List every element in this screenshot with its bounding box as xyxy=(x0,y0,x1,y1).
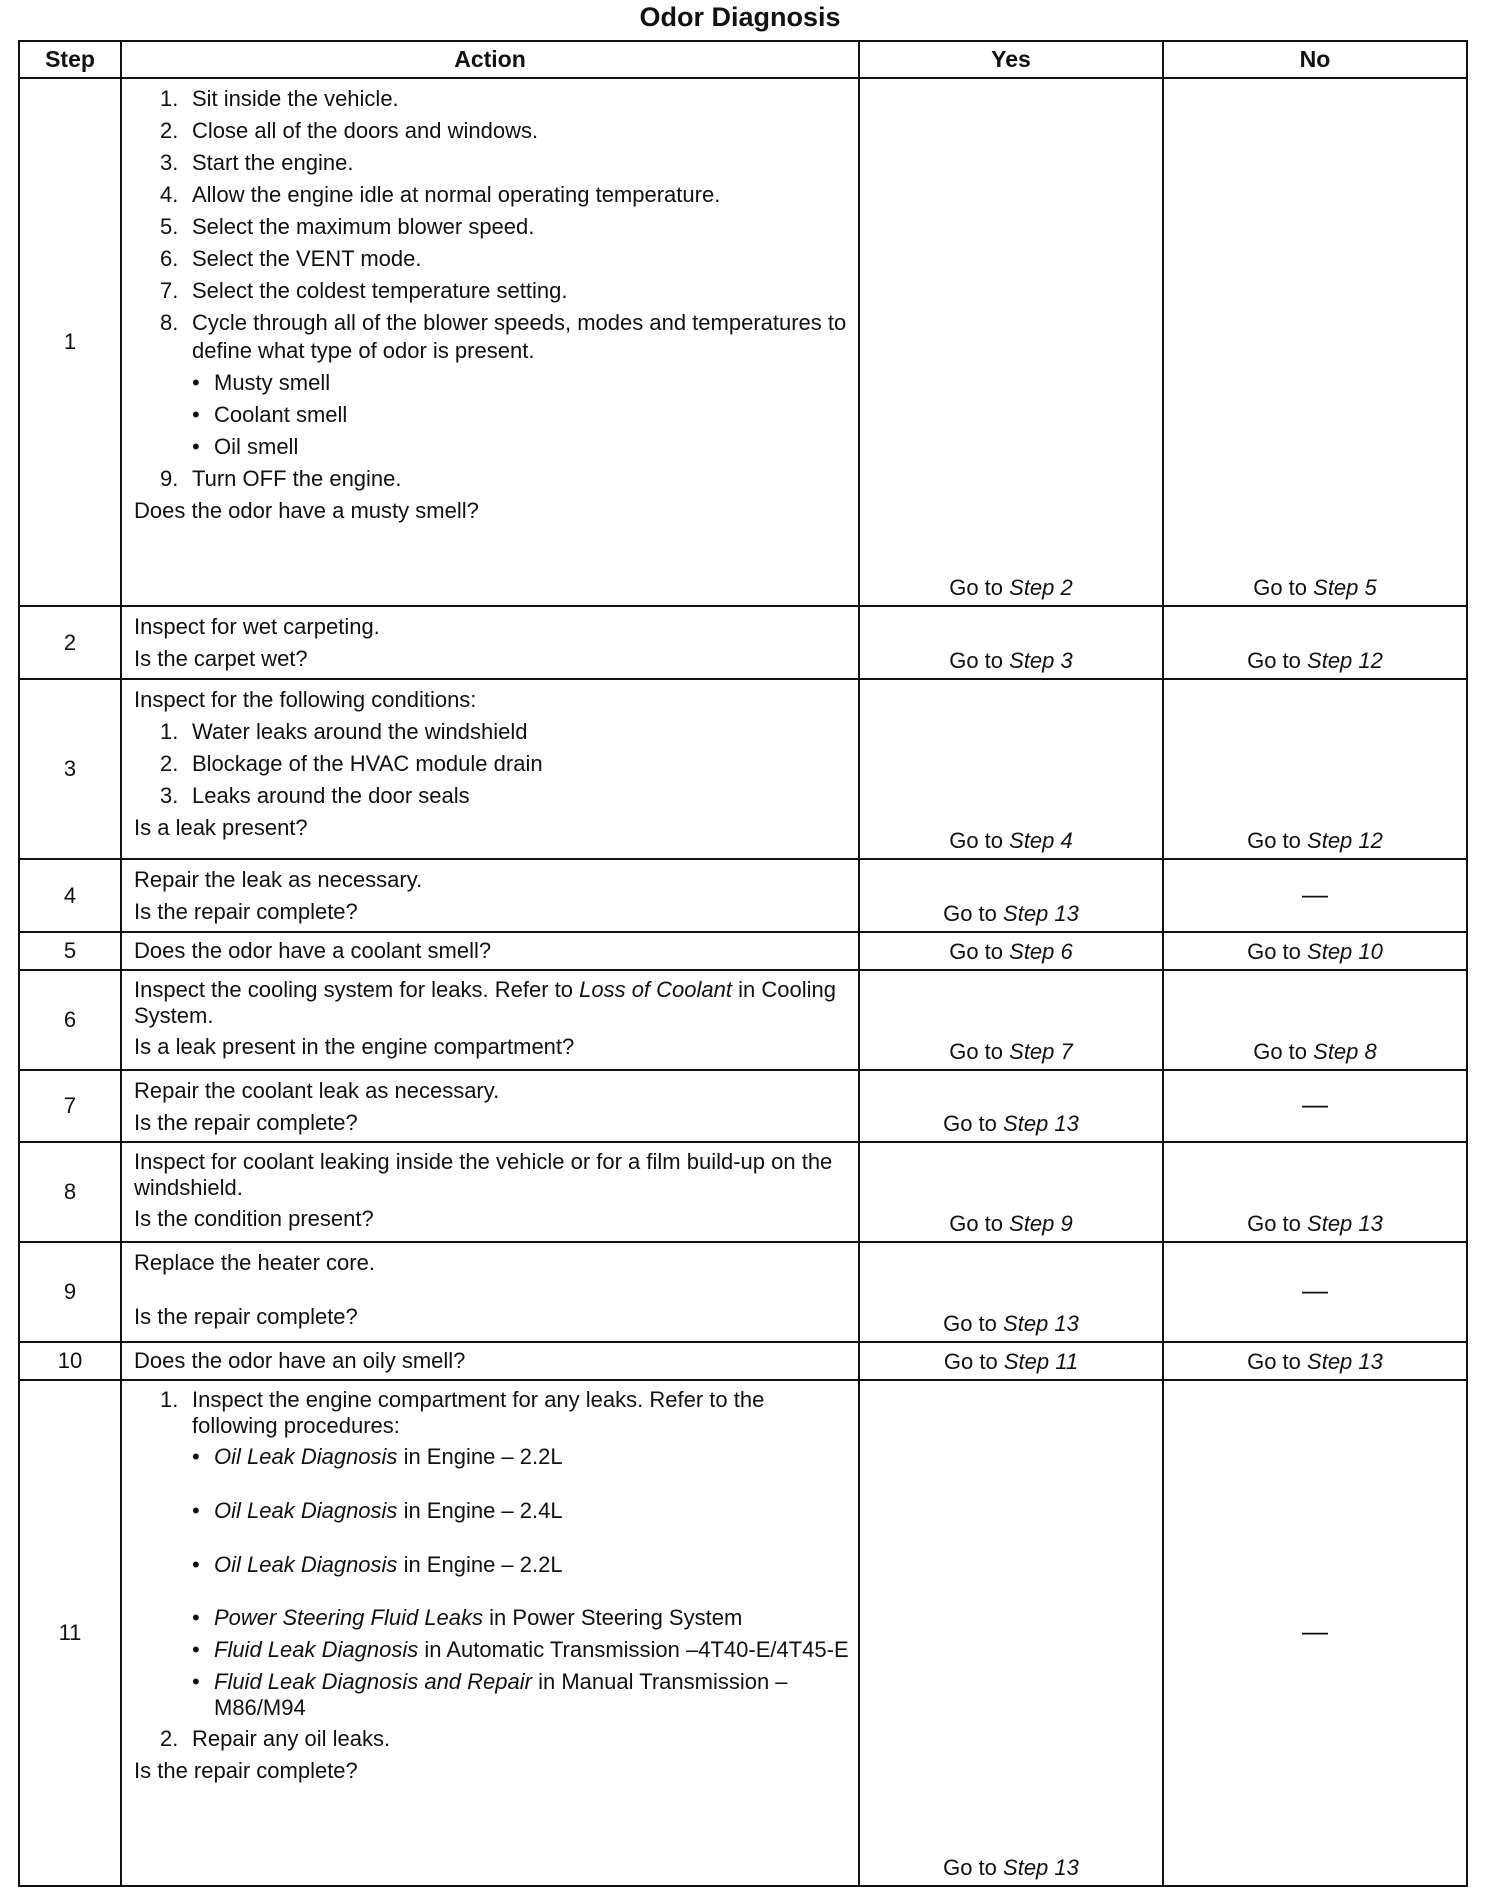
yes-cell: Go to Step 13 xyxy=(859,859,1163,932)
table-row xyxy=(19,859,1467,932)
list-item: 3. Start the engine. xyxy=(160,150,354,175)
table-row xyxy=(19,1342,1467,1380)
table-row xyxy=(19,1070,1467,1142)
list-item: 1. Sit inside the vehicle. xyxy=(160,86,399,111)
table-row xyxy=(19,1380,1467,1886)
yes-cell: Go to Step 13 xyxy=(859,1380,1163,1886)
no-cell: — xyxy=(1163,859,1467,932)
yes-cell: Go to Step 3 xyxy=(859,606,1163,679)
question-text: Is the repair complete? xyxy=(134,1110,358,1135)
question-text: Is the carpet wet? xyxy=(134,646,308,671)
yes-cell: Go to Step 9 xyxy=(859,1142,1163,1242)
yes-cell: Go to Step 2 xyxy=(859,78,1163,606)
question-text: Does the odor have a coolant smell? xyxy=(134,938,492,963)
no-cell: Go to Step 10 xyxy=(1163,932,1467,970)
action-cell: Inspect for the following conditions: 1. Water leaks around the windshield 2. Blockage of the HVAC module drain 3. Leaks around the door seals Is a leak present? xyxy=(121,679,859,859)
list-item: 7. Select the coldest temperature setting. xyxy=(160,278,568,303)
table-row xyxy=(19,1242,1467,1342)
question-text: Does the odor have a musty smell? xyxy=(134,498,479,523)
bullet-item: • Musty smell xyxy=(192,370,331,395)
yes-cell: Go to Step 13 xyxy=(859,1070,1163,1142)
step-number: 8 xyxy=(19,1142,121,1242)
yes-cell: Go to Step 6 xyxy=(859,932,1163,970)
reference-link: Loss of Coolant xyxy=(579,977,732,1002)
step-number: 1 xyxy=(19,78,121,606)
reference-link: Oil Leak Diagnosis xyxy=(214,1444,398,1469)
list-item: 1. Inspect the engine compartment for any leaks. Refer to the following procedures: xyxy=(160,1387,765,1438)
question-text: Is a leak present in the engine compartment? xyxy=(134,1034,575,1059)
step-number: 7 xyxy=(19,1070,121,1142)
step-number: 10 xyxy=(19,1342,121,1380)
no-cell: Go to Step 13 xyxy=(1163,1342,1467,1380)
bullet-item: • Fluid Leak Diagnosis in Automatic Transmission –4T40-E/4T45-E xyxy=(192,1637,849,1662)
table-row xyxy=(19,932,1467,970)
step-number: 9 xyxy=(19,1242,121,1342)
no-cell: Go to Step 12 xyxy=(1163,679,1467,859)
reference-link: Oil Leak Diagnosis xyxy=(214,1552,398,1577)
step-number: 6 xyxy=(19,970,121,1070)
list-item: 4. Allow the engine idle at normal operating temperature. xyxy=(160,182,721,207)
step-number: 3 xyxy=(19,679,121,859)
no-cell: Go to Step 5 xyxy=(1163,78,1467,606)
step-number: 11 xyxy=(19,1380,121,1886)
yes-cell: Go to Step 7 xyxy=(859,970,1163,1070)
action-cell xyxy=(121,1380,859,1886)
no-cell: — xyxy=(1163,1070,1467,1142)
no-cell: — xyxy=(1163,1380,1467,1886)
action-cell: Inspect the cooling system for leaks. Refer to Loss of Coolant in Cooling System. Is a leak present in the engine compartment? xyxy=(121,970,859,1070)
list-item: 2. Close all of the doors and windows. xyxy=(160,118,539,143)
action-cell: Repair the leak as necessary. Is the repair complete? xyxy=(121,859,859,932)
reference-link: Fluid Leak Diagnosis xyxy=(214,1637,419,1662)
no-cell: Go to Step 13 xyxy=(1163,1142,1467,1242)
page-title: Odor Diagnosis xyxy=(639,2,841,32)
action-cell: Inspect for coolant leaking inside the vehicle or for a film build-up on the windshield. Is the condition present? xyxy=(121,1142,859,1242)
yes-cell: Go to Step 11 xyxy=(859,1342,1163,1380)
reference-link: Oil Leak Diagnosis xyxy=(214,1498,398,1523)
action-cell: Inspect for wet carpeting. Is the carpet wet? xyxy=(121,606,859,679)
bullet-item: • Oil smell xyxy=(192,434,299,459)
bullet-item: • Oil Leak Diagnosis in Engine – 2.2L xyxy=(192,1444,563,1469)
action-cell: Repair the coolant leak as necessary. Is the repair complete? xyxy=(121,1070,859,1142)
list-item: 9. Turn OFF the engine. xyxy=(160,466,402,491)
step-number: 5 xyxy=(19,932,121,970)
reference-link: Fluid Leak Diagnosis and Repair xyxy=(214,1669,532,1694)
action-cell xyxy=(121,1342,859,1380)
list-item: 2. Blockage of the HVAC module drain xyxy=(160,751,543,776)
step-number: 2 xyxy=(19,606,121,679)
list-item: 5. Select the maximum blower speed. xyxy=(160,214,535,239)
bullet-item: • Coolant smell xyxy=(192,402,348,427)
header-action: Action xyxy=(121,41,859,78)
question-text: Is the repair complete? xyxy=(134,1304,358,1329)
header-yes: Yes xyxy=(859,41,1163,78)
action-cell: Replace the heater core. Is the repair complete? xyxy=(121,1242,859,1342)
list-item: 2. Repair any oil leaks. xyxy=(160,1726,391,1751)
question-text: Is the repair complete? xyxy=(134,1758,358,1783)
header-no: No xyxy=(1163,41,1467,78)
table-row xyxy=(19,78,1467,606)
no-cell: — xyxy=(1163,1242,1467,1342)
action-cell xyxy=(121,78,859,606)
table-row xyxy=(19,970,1467,1070)
reference-link: Power Steering Fluid Leaks xyxy=(214,1605,484,1630)
question-text: Does the odor have an oily smell? xyxy=(134,1348,466,1373)
bullet-item: • Power Steering Fluid Leaks in Power Steering System xyxy=(192,1605,743,1630)
bullet-item: • Fluid Leak Diagnosis and Repair in Manual Transmission – M86/M94 xyxy=(192,1669,788,1720)
step-number: 4 xyxy=(19,859,121,932)
list-item: 1. Water leaks around the windshield xyxy=(160,719,528,744)
list-item: 3. Leaks around the door seals xyxy=(160,783,470,808)
table-row xyxy=(19,606,1467,679)
question-text: Is the repair complete? xyxy=(134,899,358,924)
table-row xyxy=(19,679,1467,859)
diagnosis-table xyxy=(18,40,1468,1887)
list-item: 8. Cycle through all of the blower speeds, modes and temperatures to define what type of odor is present. xyxy=(160,310,847,363)
question-text: Is a leak present? xyxy=(134,815,308,840)
table-header-row xyxy=(19,41,1467,78)
table-row xyxy=(19,1142,1467,1242)
header-step: Step xyxy=(19,41,121,78)
yes-cell: Go to Step 4 xyxy=(859,679,1163,859)
no-cell: Go to Step 12 xyxy=(1163,606,1467,679)
no-cell: Go to Step 8 xyxy=(1163,970,1467,1070)
question-text: Is the condition present? xyxy=(134,1206,374,1231)
yes-cell: Go to Step 13 xyxy=(859,1242,1163,1342)
action-cell xyxy=(121,932,859,970)
list-item: 6. Select the VENT mode. xyxy=(160,246,422,271)
bullet-item: • Oil Leak Diagnosis in Engine – 2.4L xyxy=(192,1498,563,1523)
bullet-item: • Oil Leak Diagnosis in Engine – 2.2L xyxy=(192,1552,563,1577)
